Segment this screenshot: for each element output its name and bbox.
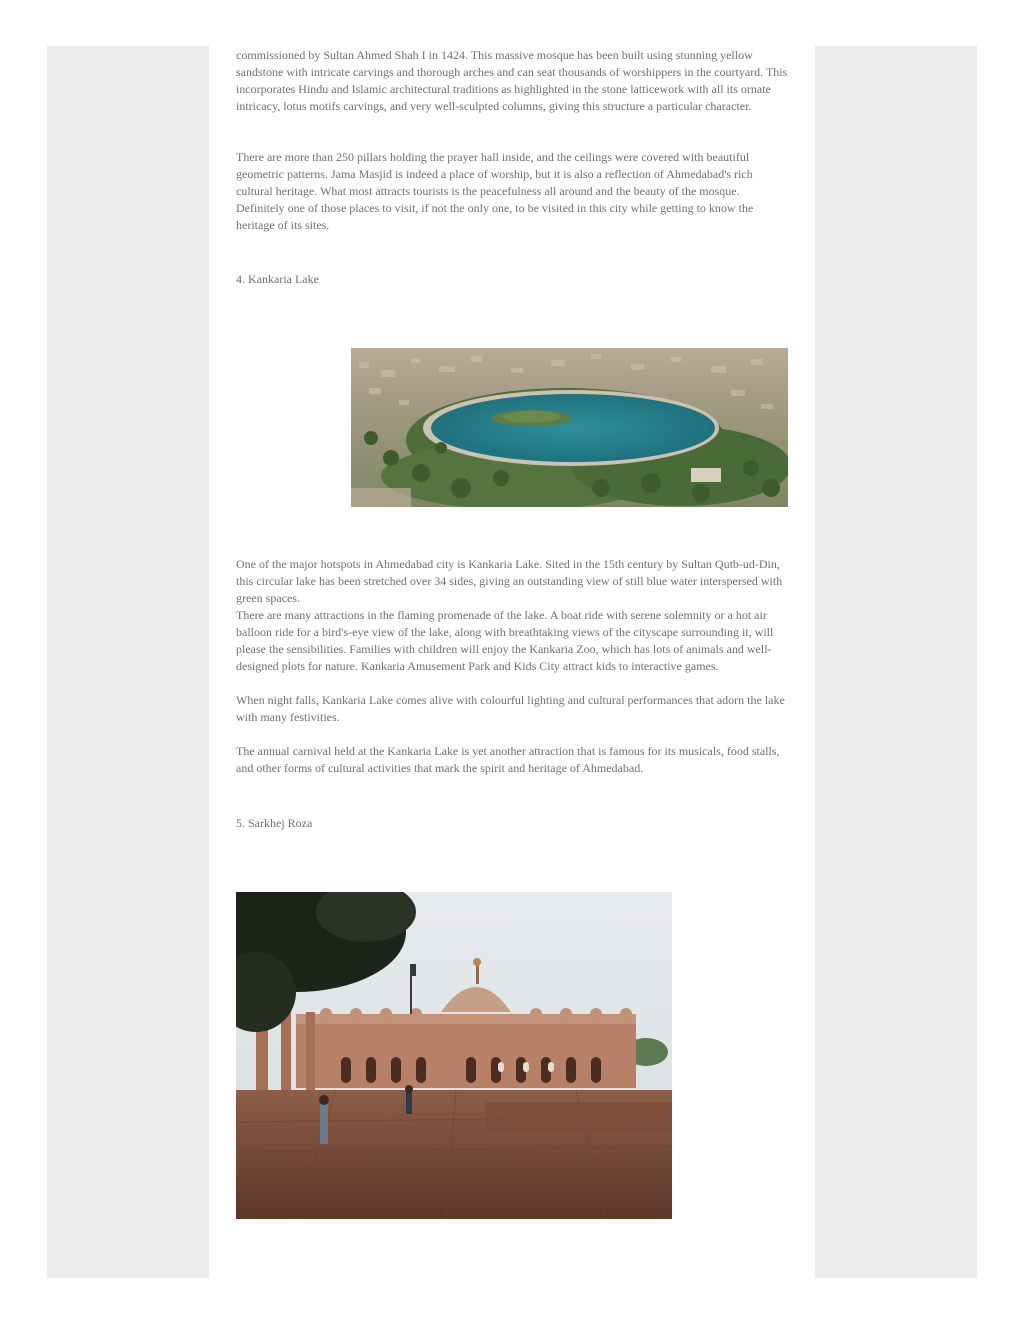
jama-masjid-paragraph-1: commissioned by Sultan Ahmed Shah I in 1424. This massive mosque has been built using stunning yellow sandstone with intricate carvings and thorough arches and can seat thousands of worshippers in the courtyard. This incorporates Hindu and Islamic architectural traditions as highlighted in the stone latticework with all its ornate intricacy, lotus motifs carvings, and very well-sculpted columns, giving this structure a particular character. xyxy=(236,48,788,113)
heading-kankaria-lake: 4. Kankaria Lake xyxy=(236,272,319,286)
heading-sarkhej-roza: 5. Sarkhej Roza xyxy=(236,816,313,830)
jama-masjid-paragraph-2: There are more than 250 pillars holding the prayer hall inside, and the ceilings were covered with beautiful geometric patterns. Jama Masjid is indeed a place of worship, but it is also a reflection of Ahmedabad's rich cultural heritage. What most attracts tourists is the peacefulness all around and the beauty of the mosque. Definitely one of those places to visit, if not the only one, to be visited in this city while getting to know the heritage of its sites. xyxy=(236,150,754,232)
kankaria-paragraph-1b: There are many attractions in the flaming promenade of the lake. A boat ride with serene solemnity or a hot air balloon ride for a bird's-eye view of the lake, along with breathtaking views of the cityscape surrounding it, will please the sensibilities. Families with children will enjoy the Kankaria Zoo, which has lots of animals and well-designed plots for nature. Kankaria Amusement Park and Kids City attract kids to interactive games. xyxy=(236,608,774,673)
kankaria-paragraph-2: When night falls, Kankaria Lake comes alive with colourful lighting and cultural performances that adorn the lake with many festivities. xyxy=(236,693,785,724)
kankaria-paragraph-1a: One of the major hotspots in Ahmedabad city is Kankaria Lake. Sited in the 15th century by Sultan Qutb-ud-Din, this circular lake has been stretched over 34 sides, giving an outstanding view of still blue water interspersed with green spaces. xyxy=(236,557,783,605)
kankaria-paragraph-3: The annual carnival held at the Kankaria Lake is yet another attraction that is famous for its musicals, food stalls, and other forms of cultural activities that mark the spirit and heritage of Ahmedabad. xyxy=(236,744,780,775)
sarkhej-roza-photo xyxy=(236,892,672,1219)
kankaria-lake-photo xyxy=(351,348,788,507)
